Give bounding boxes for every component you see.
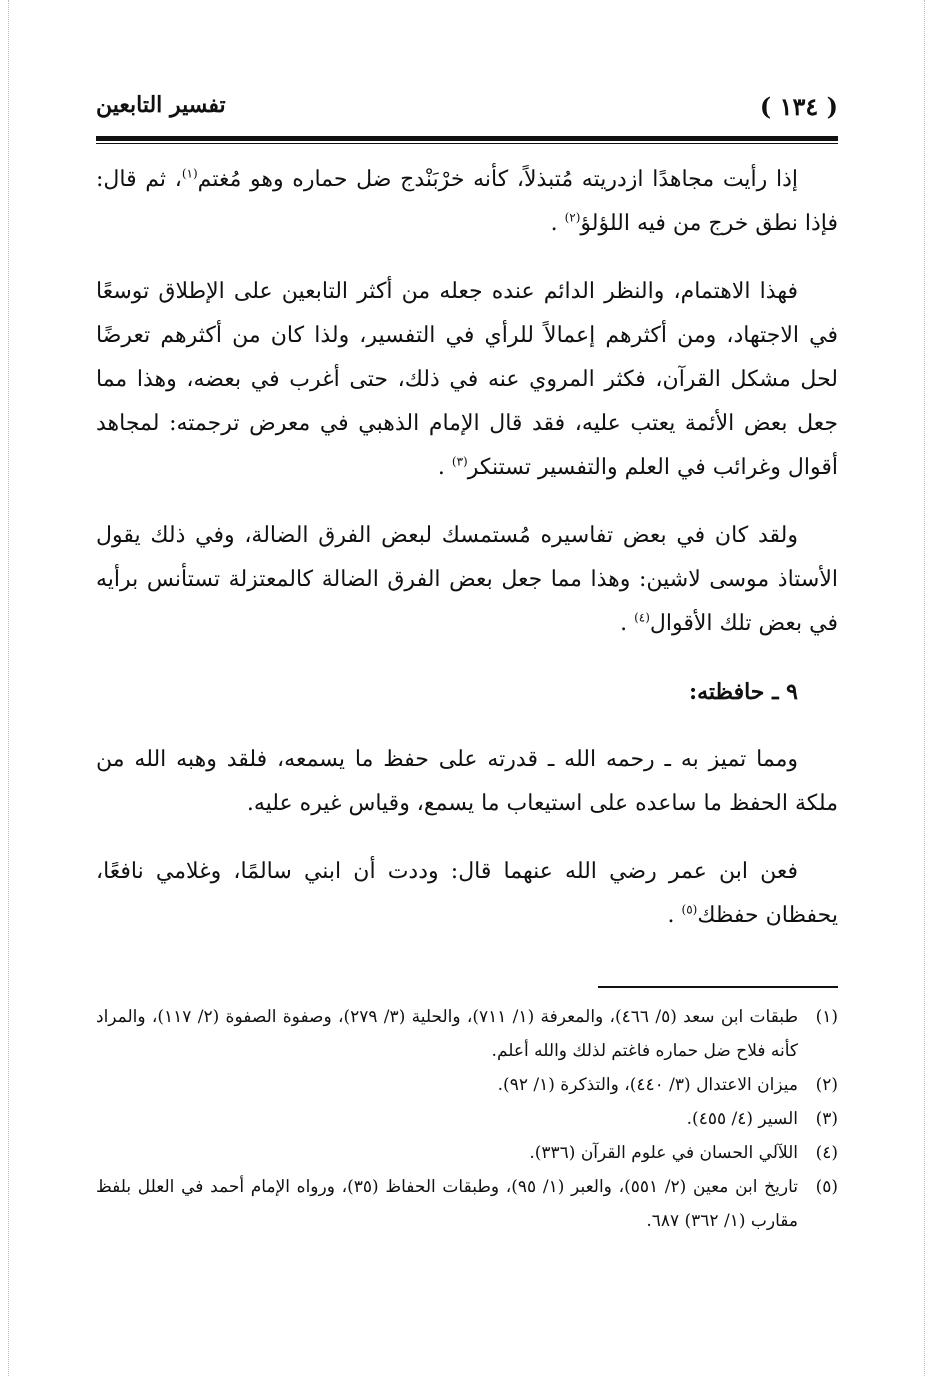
footnotes <box>96 1000 838 1238</box>
paragraph-2-text-a: فهذا الاهتمام، والنظر الدائم عنده جعله من أكثر التابعين على الإطلاق توسعًا في الاجتهاد، ومن أكثرهم إعمالاً للرأي في التفسير، ولذا كان من أكثرهم تعرضًا لحل مشكل القرآن، فكثر المروي عنه في ذلك، حتى أغرب في بعضه، وهذا مما جعل بعض الأئمة يعتب عليه، فقد قال الإمام الذهبي في معرض ترجمته: لمجاهد أقوال وغرائب في العلم والتفسير تستنكر <box>96 279 838 480</box>
header-rule-thick <box>96 136 838 141</box>
paragraph-3-text-a: ولقد كان في بعض تفاسيره مُستمسك لبعض الفرق الضالة، وفي ذلك يقول الأستاذ موسى لاشين: وهذا مما جعل بعض الفرق الضالة كالمعتزلة تستأنس برأيه في بعض تلك الأقوال <box>96 523 838 636</box>
footnote-ref-2: (٢) <box>564 210 581 225</box>
paragraph-2 <box>96 270 838 490</box>
paragraph-1 <box>96 158 838 246</box>
paragraph-3 <box>96 514 838 646</box>
footnote <box>96 1136 838 1170</box>
footnote <box>96 1102 838 1136</box>
footnote <box>96 1170 838 1238</box>
footnote-ref-3: (٣) <box>451 454 468 469</box>
footnote-ref-1: (١) <box>181 166 198 181</box>
paragraph-1-text-a: إذا رأيت مجاهدًا ازدريته مُتبذلاً، كأنه خرْبَنْدج ضل حماره وهو مُغتم <box>197 167 798 192</box>
main-text <box>96 158 838 962</box>
paragraph-1-text-c: . <box>550 211 565 236</box>
paragraph-2-text-b: . <box>437 455 452 480</box>
section-heading: ٩ ـ حافظته: <box>688 679 798 705</box>
footnote-marker: (٢) <box>815 1075 838 1095</box>
footnote-text: ميزان الاعتدال (٣/ ٤٤٠)، والتذكرة (١/ ٩٢). <box>497 1075 798 1095</box>
paragraph-5-text-a: فعن ابن عمر رضي الله عنهما قال: وددت أن ابني سالمًا، وغلامي نافعًا، يحفظان حفظك <box>96 859 838 928</box>
footnote-text: طبقات ابن سعد (٥/ ٤٦٦)، والمعرفة (١/ ٧١١)، والحلية (٣/ ٢٧٩)، وصفوة الصفوة (٢/ ١١٧)، والمراد كأنه فلاح ضل حماره فاغتم لذلك والله أعلم. <box>96 1007 798 1061</box>
footnote-separator <box>598 986 838 988</box>
paragraph-5 <box>96 850 838 938</box>
paragraph-1-text-b: ، ثم قال: فإذا نطق خرج من فيه اللؤلؤ <box>96 167 838 236</box>
footnote-marker: (١) <box>815 1007 838 1027</box>
scan-edge-right <box>924 0 925 1376</box>
footnote-marker: (٥) <box>815 1177 838 1197</box>
running-title: تفسير التابعين <box>96 92 226 118</box>
footnote-marker: (٣) <box>815 1109 838 1129</box>
footnote-text: السير (٤/ ٤٥٥). <box>686 1109 798 1129</box>
page-header <box>96 92 838 136</box>
footnote <box>96 1000 838 1068</box>
scan-edge-left <box>8 0 9 1376</box>
footnote-text: تاريخ ابن معين (٢/ ٥٥١)، والعبر (١/ ٩٥)، وطبقات الحفاظ (٣٥)، ورواه الإمام أحمد في العلل بلفظ مقارب (١/ ٣٦٢) ٦٨٧. <box>96 1177 798 1231</box>
paragraph-5-text-b: . <box>667 903 682 928</box>
page-number: ( ١٣٤ ) <box>759 92 838 121</box>
paragraph-3-text-b: . <box>620 611 635 636</box>
footnote-ref-4: (٤) <box>634 610 650 625</box>
footnote-marker: (٤) <box>815 1143 838 1163</box>
paragraph-4: ومما تميز به ـ رحمه الله ـ قدرته على حفظ ما يسمعه، فلقد وهبه الله من ملكة الحفظ ما ساعده على استيعاب ما يسمع، وقياس غيره عليه. <box>96 747 838 816</box>
footnote <box>96 1068 838 1102</box>
footnote-text: اللآلي الحسان في علوم القرآن (٣٣٦). <box>529 1143 798 1163</box>
footnote-ref-5: (٥) <box>681 902 698 917</box>
header-rule-thin <box>96 143 838 144</box>
